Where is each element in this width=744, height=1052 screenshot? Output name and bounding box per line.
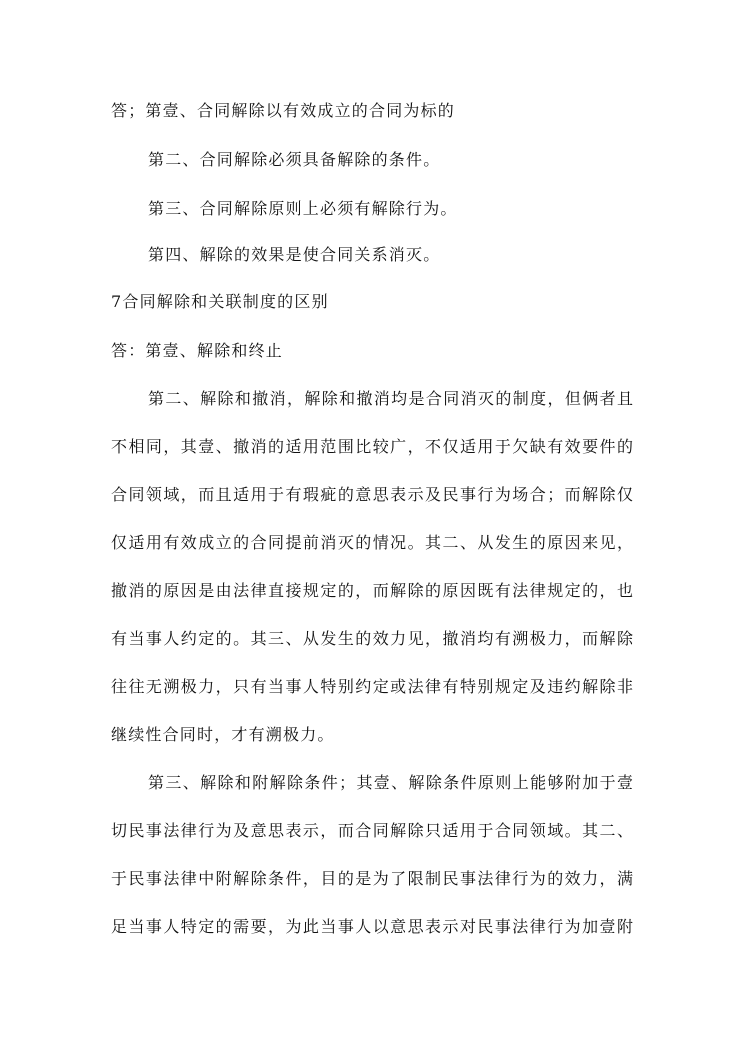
paragraph-line: 不相同，其壹、撤消的适用范围比较广，不仅适用于欠缺有效要件的 xyxy=(111,437,633,456)
answer-line-2: 第二、合同解除必须具备解除的条件。 xyxy=(148,150,441,169)
answer-line-3: 第三、合同解除原则上必须有解除行为。 xyxy=(148,199,458,218)
paragraph-line: 第三、解除和附解除条件；其壹、解除条件原则上能够附加于壹 xyxy=(148,773,633,792)
paragraph-line: 往往无溯极力，只有当事人特别约定或法律有特别规定及违约解除非 xyxy=(111,677,633,696)
paragraph-line: 撤消的原因是由法律直接规定的，而解除的原因既有法律规定的，也 xyxy=(111,581,633,600)
paragraph-line: 足当事人特定的需要，为此当事人以意思表示对民事法律行为加壹附 xyxy=(111,917,633,936)
paragraph-line: 继续性合同时，才有溯极力。 xyxy=(111,725,335,744)
section-heading: 7合同解除和关联制度的区别 xyxy=(111,292,329,311)
answer-line-1: 答；第壹、合同解除以有效成立的合同为标的 xyxy=(111,101,456,120)
paragraph-line: 切民事法律行为及意思表示，而合同解除只适用于合同领域。其二、 xyxy=(111,821,633,840)
paragraph-line: 于民事法律中附解除条件，目的是为了限制民事法律行为的效力，满 xyxy=(111,869,633,888)
paragraph-line: 第二、解除和撤消，解除和撤消均是合同消灭的制度，但俩者且 xyxy=(148,389,633,408)
paragraph-line: 有当事人约定的。其三、从发生的效力见，撤消均有溯极力，而解除 xyxy=(111,629,633,648)
paragraph-line: 仅适用有效成立的合同提前消灭的情况。其二、从发生的原因来见， xyxy=(111,533,633,552)
paragraph-line: 合同领域，而且适用于有瑕疵的意思表示及民事行为场合；而解除仅 xyxy=(111,485,633,504)
answer-intro: 答：第壹、解除和终止 xyxy=(111,341,284,360)
answer-line-4: 第四、解除的效果是使合同关系消灭。 xyxy=(148,245,441,264)
